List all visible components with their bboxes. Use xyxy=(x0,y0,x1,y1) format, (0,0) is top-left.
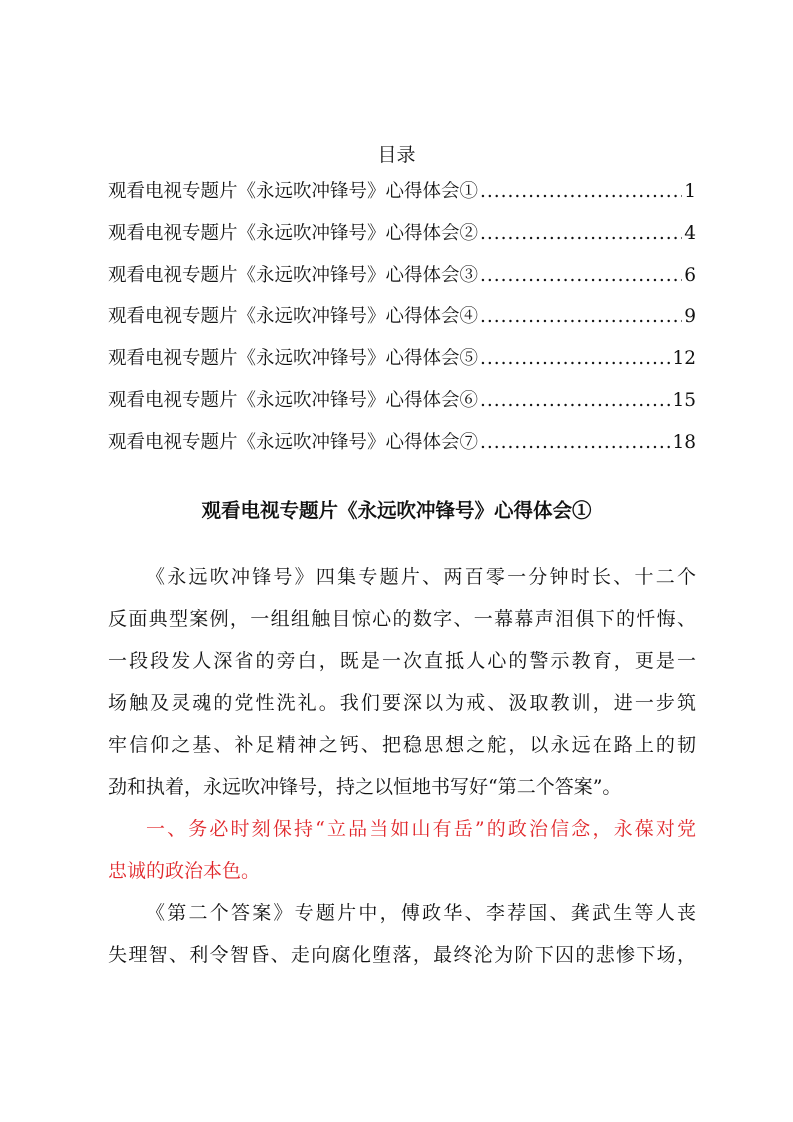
body-line: 牢信仰之基、补足精神之钙、把稳思想之舵，以永远在路上的韧 xyxy=(108,734,696,756)
toc-entry-page: 9 xyxy=(684,306,696,328)
toc-entry[interactable] xyxy=(108,219,696,261)
toc-entry-label: 观看电视专题片《永远吹冲锋号》心得体会⑤ xyxy=(108,348,479,370)
section-heading-line: 一、务必时刻保持“立品当如山有岳”的政治信念，永葆对党 xyxy=(146,818,696,840)
toc-leader-dots xyxy=(480,181,682,202)
body-line: 《永远吹冲锋号》四集专题片、两百零一分钟时长、十二个 xyxy=(146,566,696,588)
body-line: 场触及灵魂的党性洗礼。我们要深以为戒、汲取教训，进一步筑 xyxy=(108,692,696,714)
toc-leader-dots xyxy=(480,306,682,327)
toc-entry-label: 观看电视专题片《永远吹冲锋号》心得体会⑦ xyxy=(108,431,479,453)
toc-leader-dots xyxy=(480,390,670,411)
toc-leader-dots xyxy=(480,432,670,453)
toc-entry-label: 观看电视专题片《永远吹冲锋号》心得体会③ xyxy=(108,264,479,286)
toc-entry-label: 观看电视专题片《永远吹冲锋号》心得体会① xyxy=(108,181,479,202)
toc-entry[interactable] xyxy=(108,177,696,219)
toc-entry-page: 6 xyxy=(684,264,696,286)
body-line: 《第二个答案》专题片中，傅政华、李荐国、龚武生等人丧 xyxy=(146,902,696,924)
table-of-contents xyxy=(108,177,696,470)
body-line: 反面典型案例，一组组触目惊心的数字、一幕幕声泪俱下的忏悔、 xyxy=(108,608,696,630)
document-title: 观看电视专题片《永远吹冲锋号》心得体会① xyxy=(201,499,592,522)
body-line: 劲和执着，永远吹冲锋号，持之以恒地书写好“第二个答案”。 xyxy=(108,776,622,798)
toc-leader-dots xyxy=(480,223,682,244)
toc-entry[interactable] xyxy=(108,302,696,344)
toc-entry[interactable] xyxy=(108,386,696,428)
toc-entry[interactable] xyxy=(108,344,696,386)
section-heading-line: 忠诚的政治本色。 xyxy=(108,860,261,882)
toc-leader-dots xyxy=(480,348,670,369)
toc-title: 目录 xyxy=(377,144,416,166)
toc-entry-page: 1 xyxy=(684,181,696,202)
toc-entry-label: 观看电视专题片《永远吹冲锋号》心得体会② xyxy=(108,222,479,244)
toc-entry-label: 观看电视专题片《永远吹冲锋号》心得体会④ xyxy=(108,306,479,328)
toc-entry-label: 观看电视专题片《永远吹冲锋号》心得体会⑥ xyxy=(108,389,479,411)
toc-entry[interactable] xyxy=(108,261,696,303)
document-body xyxy=(108,556,696,976)
toc-entry-page: 15 xyxy=(672,389,696,411)
toc-entry-page: 12 xyxy=(672,348,696,370)
toc-entry-page: 18 xyxy=(672,431,696,453)
body-line: 失理智、利令智昏、走向腐化堕落，最终沦为阶下囚的悲惨下场， xyxy=(108,944,696,966)
body-line: 一段段发人深省的旁白，既是一次直抵人心的警示教育，更是一 xyxy=(108,650,696,672)
toc-entry[interactable] xyxy=(108,428,696,470)
toc-leader-dots xyxy=(480,265,682,286)
toc-entry-page: 4 xyxy=(684,222,696,244)
